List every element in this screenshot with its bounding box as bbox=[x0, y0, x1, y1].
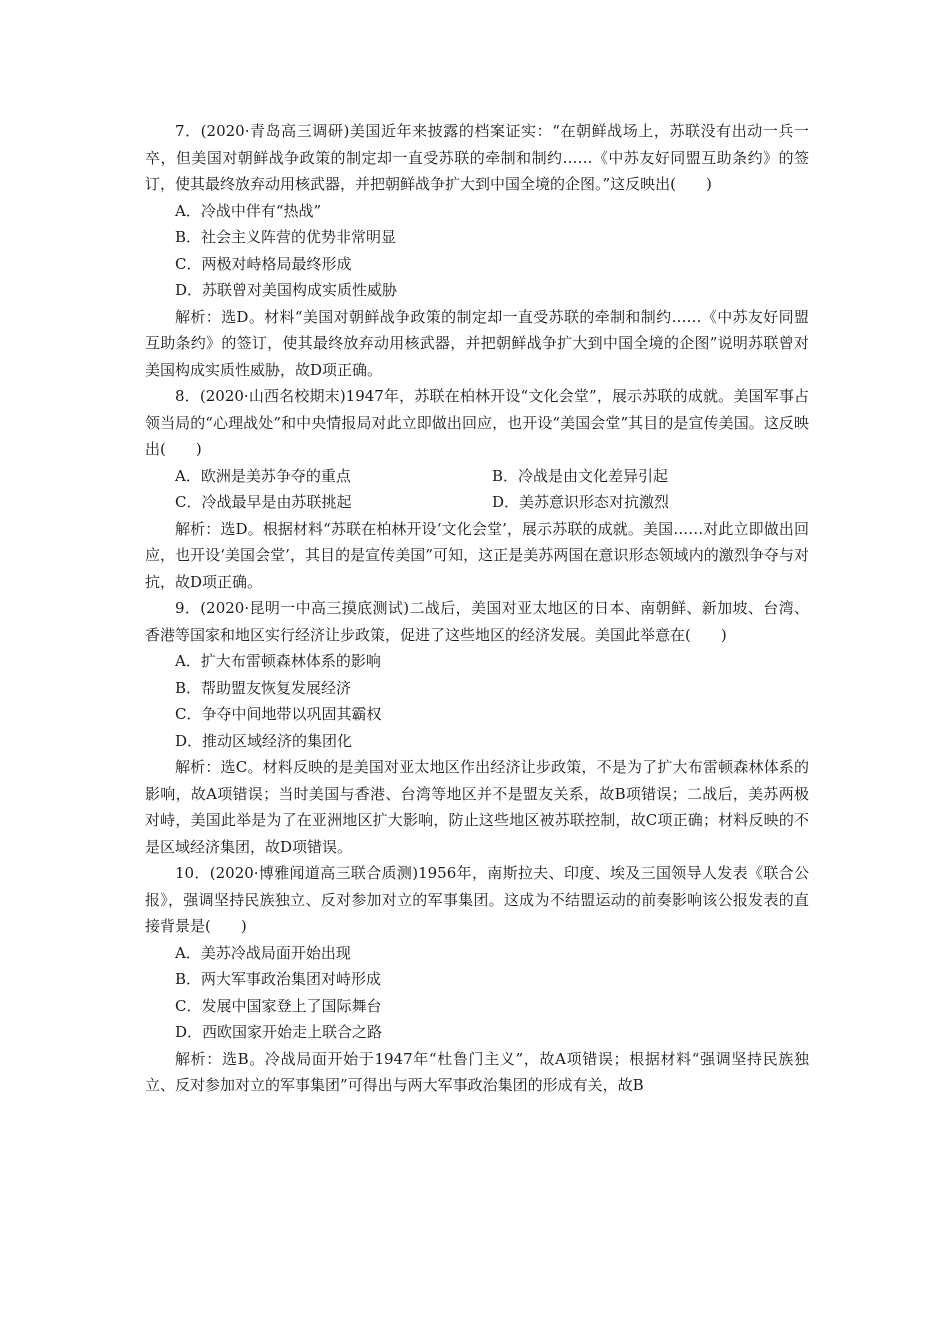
question-7-option-d: D．苏联曾对美国构成实质性威胁 bbox=[175, 281, 398, 299]
question-7-option-b: B．社会主义阵营的优势非常明显 bbox=[175, 228, 397, 246]
question-8-stem: 8．(2020·山西名校期末)1947年，苏联在柏林开设“文化会堂”，展示苏联的成就。美国军事占领当局的“心理战处”和中央情报局对此立即做出回应，也开设“美国会堂”其目的是宣传美国。这反映出( ) bbox=[145, 387, 809, 458]
question-9-option-c: C．争夺中间地带以巩固其霸权 bbox=[175, 705, 382, 723]
question-10-option-b: B．两大军事政治集团对峙形成 bbox=[175, 970, 382, 988]
question-7-option-c: C．两极对峙格局最终形成 bbox=[175, 254, 352, 273]
question-8-options-row-1 bbox=[145, 463, 809, 490]
question-8-option-c: C．冷战最早是由苏联挑起 bbox=[175, 493, 352, 511]
question-8-option-b: B．冷战是由文化差异引起 bbox=[492, 466, 669, 485]
question-9-stem: 9．(2020·昆明一中高三摸底测试)二战后，美国对亚太地区的日本、南朝鲜、新加坡、台湾、香港等国家和地区实行经济让步政策，促进了这些地区的经济发展。美国此举意在( ) bbox=[145, 599, 809, 644]
question-10-analysis: 解析：选B。冷战局面开始于1947年“杜鲁门主义”，故A项错误；根据材料“强调坚持民族独立、反对参加对立的军事集团”可得出与两大军事政治集团的形成有关，故B bbox=[145, 1049, 809, 1094]
question-8-analysis: 解析：选D。根据材料“苏联在柏林开设‘文化会堂’，展示苏联的成就。美国……对此立即做出回应，也开设‘美国会堂’，其目的是宣传美国”可知，这正是美苏两国在意识形态领域内的激烈争夺与对抗，故D项正确。 bbox=[145, 519, 809, 591]
question-7-analysis: 解析：选D。材料“美国对朝鲜战争政策的制定却一直受苏联的牵制和制约……《中苏友好同盟互助条约》的签订，使其最终放弃动用核武器，并把朝鲜战争扩大到中国全境的企图”说明苏联曾对美国构成实质性威胁，故D项正确。 bbox=[145, 307, 809, 379]
question-9-option-b: B．帮助盟友恢复发展经济 bbox=[175, 678, 352, 697]
question-9-analysis: 解析：选C。材料反映的是美国对亚太地区作出经济让步政策，不是为了扩大布雷顿森林体系的影响，故A项错误；当时美国与香港、台湾等地区并不是盟友关系，故B项错误；二战后，美苏两极对峙，美国此举是为了在亚洲地区扩大影响，防止这些地区被苏联控制，故C项正确；材料反映的不是区域经济集团，故D项错误。 bbox=[145, 758, 809, 856]
question-7-stem: 7．(2020·青岛高三调研)美国近年来披露的档案证实：“在朝鲜战场上，苏联没有出动一兵一卒，但美国对朝鲜战争政策的制定却一直受苏联的牵制和制约……《中苏友好同盟互助条约》的签订，使其最终放弃动用核武器，并把朝鲜战争扩大到中国全境的企图。”这反映出( ) bbox=[145, 122, 809, 193]
question-10-stem: 10．(2020·博雅闻道高三联合质测)1956年，南斯拉夫、印度、埃及三国领导人发表《联合公报》，强调坚持民族独立、反对参加对立的军事集团。这成为不结盟运动的前奏影响该公报发表的直接背景是( ) bbox=[145, 864, 809, 935]
question-9-option-d: D．推动区域经济的集团化 bbox=[175, 731, 353, 750]
question-8-options-row-2 bbox=[145, 489, 809, 516]
question-7-option-a: A．冷战中伴有“热战” bbox=[175, 201, 322, 220]
question-10-option-a: A．美苏冷战局面开始出现 bbox=[175, 943, 351, 962]
question-10-option-c: C．发展中国家登上了国际舞台 bbox=[175, 996, 382, 1015]
question-9-option-a: A．扩大布雷顿森林体系的影响 bbox=[175, 652, 381, 670]
document-page bbox=[145, 118, 809, 1099]
question-10-option-d: D．西欧国家开始走上联合之路 bbox=[175, 1023, 383, 1041]
question-8-option-d: D．美苏意识形态对抗激烈 bbox=[492, 493, 670, 511]
question-8-option-a: A．欧洲是美苏争夺的重点 bbox=[175, 466, 351, 485]
